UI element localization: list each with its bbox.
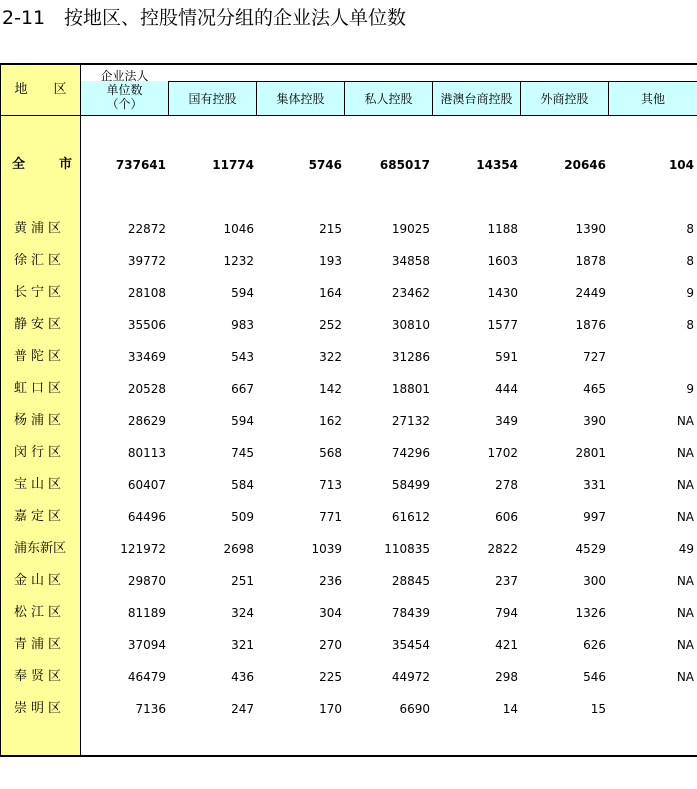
value-other: NA: [676, 606, 694, 620]
region-name: 黄浦区: [14, 221, 66, 236]
region-name: 金山区: [14, 573, 66, 588]
value-foreign: 390: [583, 414, 606, 428]
value-other: NA: [676, 638, 694, 652]
value-total: 737641: [115, 158, 166, 172]
value-total: 64496: [127, 510, 166, 524]
value-other: 8: [686, 318, 694, 332]
value-collective: 771: [319, 510, 342, 524]
value-total: 37094: [127, 638, 166, 652]
table-row: [0, 341, 697, 373]
table-row: [0, 213, 697, 245]
value-collective: 142: [319, 382, 342, 396]
value-total: 33469: [127, 350, 166, 364]
header-total: [81, 65, 168, 115]
region-name: 松江区: [14, 605, 66, 620]
header-region: [1, 65, 80, 115]
table-row: [0, 245, 697, 277]
value-foreign: 1390: [575, 222, 606, 236]
table-title-text: 按地区、控股情况分组的企业法人单位数: [64, 7, 407, 29]
value-hk-macao-taiwan: 278: [495, 478, 518, 492]
value-total: 46479: [127, 670, 166, 684]
value-state-owned: 594: [231, 414, 254, 428]
value-foreign: 2449: [575, 286, 606, 300]
value-state-owned: 2698: [223, 542, 254, 556]
table-number: 2-11: [2, 7, 46, 29]
value-total: 35506: [127, 318, 166, 332]
value-foreign: 15: [590, 702, 606, 716]
value-state-owned: 321: [231, 638, 254, 652]
header-region-label: 地 区: [14, 82, 67, 97]
value-other: 8: [686, 254, 694, 268]
region-name: 杨浦区: [14, 413, 66, 428]
header-hk-macao-taiwan: 港澳台商控股: [440, 91, 513, 106]
value-collective: 713: [319, 478, 342, 492]
table-row: [0, 501, 697, 533]
value-collective: 5746: [308, 158, 342, 172]
value-hk-macao-taiwan: 14: [502, 702, 518, 716]
value-foreign: 300: [583, 574, 606, 588]
header-collective: 集体控股: [276, 91, 325, 106]
region-name: 崇明区: [14, 701, 66, 716]
value-total: 80113: [127, 446, 166, 460]
value-collective: 1039: [311, 542, 342, 556]
data-table: [0, 63, 697, 757]
value-state-owned: 247: [231, 702, 254, 716]
value-private: 34858: [391, 254, 430, 268]
value-state-owned: 324: [231, 606, 254, 620]
value-other: 49: [678, 542, 694, 556]
value-foreign: 727: [583, 350, 606, 364]
value-foreign: 1326: [575, 606, 606, 620]
value-other: NA: [676, 446, 694, 460]
value-hk-macao-taiwan: 1188: [487, 222, 518, 236]
value-state-owned: 1232: [223, 254, 254, 268]
value-other: NA: [676, 414, 694, 428]
region-name: 奉贤区: [14, 669, 66, 684]
region-name: 闵行区: [14, 445, 66, 460]
region-name: [12, 149, 72, 181]
value-private: 23462: [391, 286, 430, 300]
value-collective: 270: [319, 638, 342, 652]
value-private: 18801: [391, 382, 430, 396]
value-collective: 236: [319, 574, 342, 588]
table-row: [0, 597, 697, 629]
region-name: 嘉定区: [14, 509, 66, 524]
value-private: 35454: [391, 638, 430, 652]
value-private: 58499: [391, 478, 430, 492]
region-name: 静安区: [14, 317, 66, 332]
value-state-owned: 509: [231, 510, 254, 524]
value-state-owned: 436: [231, 670, 254, 684]
value-total: 20528: [127, 382, 166, 396]
value-hk-macao-taiwan: 794: [495, 606, 518, 620]
value-collective: 225: [319, 670, 342, 684]
table-row: [0, 533, 697, 565]
region-name-part: 市: [58, 157, 72, 172]
value-hk-macao-taiwan: 1603: [487, 254, 518, 268]
value-total: 60407: [127, 478, 166, 492]
value-hk-macao-taiwan: 606: [495, 510, 518, 524]
value-collective: 215: [319, 222, 342, 236]
value-other: NA: [676, 670, 694, 684]
value-collective: 164: [319, 286, 342, 300]
value-foreign: 1878: [575, 254, 606, 268]
value-state-owned: 584: [231, 478, 254, 492]
value-hk-macao-taiwan: 1577: [487, 318, 518, 332]
table-row: [0, 437, 697, 469]
value-hk-macao-taiwan: 2822: [487, 542, 518, 556]
header-rule: [0, 115, 697, 116]
value-collective: 322: [319, 350, 342, 364]
value-private: 44972: [391, 670, 430, 684]
value-state-owned: 11774: [212, 158, 254, 172]
value-private: 74296: [391, 446, 430, 460]
value-hk-macao-taiwan: 444: [495, 382, 518, 396]
value-total: 28108: [127, 286, 166, 300]
value-private: 27132: [391, 414, 430, 428]
value-total: 39772: [127, 254, 166, 268]
value-private: 685017: [379, 158, 430, 172]
value-state-owned: 594: [231, 286, 254, 300]
value-total: 81189: [127, 606, 166, 620]
header-other: 其他: [640, 91, 665, 106]
value-other: 9: [686, 382, 694, 396]
value-foreign: 546: [583, 670, 606, 684]
value-private: 61612: [391, 510, 430, 524]
value-foreign: 331: [583, 478, 606, 492]
region-name: 宝山区: [14, 477, 66, 492]
value-hk-macao-taiwan: 1702: [487, 446, 518, 460]
value-total: 22872: [127, 222, 166, 236]
value-total: 121972: [120, 542, 166, 556]
value-total: 7136: [135, 702, 166, 716]
value-state-owned: 667: [231, 382, 254, 396]
value-collective: 252: [319, 318, 342, 332]
value-total: 29870: [127, 574, 166, 588]
value-state-owned: 983: [231, 318, 254, 332]
value-private: 19025: [391, 222, 430, 236]
value-state-owned: 251: [231, 574, 254, 588]
table-row: [0, 405, 697, 437]
value-foreign: 997: [583, 510, 606, 524]
value-private: 30810: [391, 318, 430, 332]
region-name: 长宁区: [14, 285, 66, 300]
value-other: 8: [686, 222, 694, 236]
value-hk-macao-taiwan: 14354: [476, 158, 518, 172]
value-foreign: 626: [583, 638, 606, 652]
region-name: 青浦区: [14, 637, 66, 652]
value-state-owned: 1046: [223, 222, 254, 236]
value-collective: 304: [319, 606, 342, 620]
value-foreign: 465: [583, 382, 606, 396]
table-row: [0, 309, 697, 341]
header-total-line3: （个）: [106, 97, 143, 111]
value-hk-macao-taiwan: 298: [495, 670, 518, 684]
value-other: 104: [668, 158, 694, 172]
table-row: [0, 469, 697, 501]
value-total: 28629: [127, 414, 166, 428]
bottom-border: [0, 755, 697, 757]
value-hk-macao-taiwan: 237: [495, 574, 518, 588]
value-other: NA: [676, 574, 694, 588]
region-name: 徐汇区: [14, 253, 66, 268]
value-private: 78439: [391, 606, 430, 620]
value-other: NA: [676, 510, 694, 524]
value-private: 6690: [399, 702, 430, 716]
value-hk-macao-taiwan: 1430: [487, 286, 518, 300]
table-row: [0, 693, 697, 725]
header-private: 私人控股: [364, 91, 413, 106]
header-foreign: 外商控股: [540, 91, 589, 106]
value-private: 110835: [384, 542, 430, 556]
value-collective: 568: [319, 446, 342, 460]
value-collective: 170: [319, 702, 342, 716]
table-title: [2, 4, 406, 32]
value-foreign: 20646: [564, 158, 606, 172]
table-row: [0, 565, 697, 597]
value-hk-macao-taiwan: 421: [495, 638, 518, 652]
header-total-line1: 企业法人: [100, 69, 149, 83]
value-state-owned: 745: [231, 446, 254, 460]
region-name-part: 全: [12, 157, 26, 172]
header-total-line2: 单位数: [106, 83, 143, 97]
value-foreign: 1876: [575, 318, 606, 332]
table-row: [0, 277, 697, 309]
value-other: NA: [676, 478, 694, 492]
value-collective: 162: [319, 414, 342, 428]
value-hk-macao-taiwan: 591: [495, 350, 518, 364]
header-state-owned: 国有控股: [188, 91, 237, 106]
region-name: 浦东新区: [14, 541, 67, 556]
value-hk-macao-taiwan: 349: [495, 414, 518, 428]
value-private: 28845: [391, 574, 430, 588]
value-private: 31286: [391, 350, 430, 364]
table-row: [0, 629, 697, 661]
value-state-owned: 543: [231, 350, 254, 364]
value-foreign: 2801: [575, 446, 606, 460]
value-collective: 193: [319, 254, 342, 268]
region-name: 普陀区: [14, 349, 66, 364]
table-row: [0, 661, 697, 693]
region-name: 虹口区: [14, 381, 66, 396]
value-foreign: 4529: [575, 542, 606, 556]
value-other: 9: [686, 286, 694, 300]
table-row-total: [0, 149, 697, 181]
table-row: [0, 373, 697, 405]
